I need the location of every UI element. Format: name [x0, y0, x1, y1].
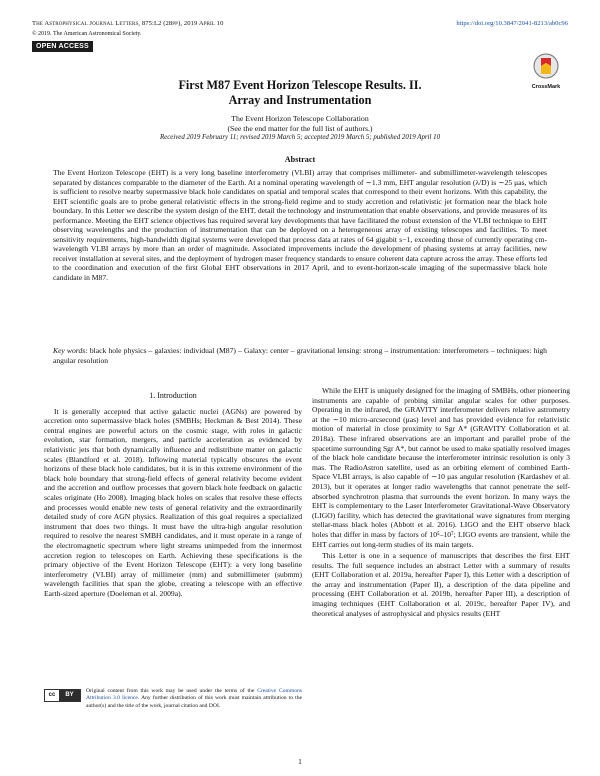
abstract-text: The Event Horizon Telescope (EHT) is a very long baseline interferometry (VLBI) array that comprises millimeter- and submillimeter-wavelength telescopes separated by distances comparable to the diameter of the Earth. At a nominal operating wavelength of ∼1.3 mm, EHT angular resolution (λ/D) is ∼25 μas, which is sufficient to resolve nearby supermassive black hole candidates on spatial and temporal scales that correspond to their event horizons. With this capability, the EHT scientific goals are to probe general relativistic effects in the strong-field regime and to study accretion and relativistic jet formation near the black hole boundary. In this Letter we describe the system design of the EHT, detail the technology and instrumentation that enable observations, and provide measures of its performance. Meeting the EHT science objectives has required several key developments that have facilitated the robust extension of the VLBI technique to EHT observing wavelengths and the production of instrumentation that can be deployed on a heterogeneous array of existing telescopes and facilities. To meet sensitivity requirements, high-bandwidth digital systems were developed that process data at rates of 64 gigabit s−1, exceeding those of currently operating cm-wavelength VLBI arrays by more than an order of magnitude. Associated improvements include the development of phasing systems at array facilities, new receiver installation at several sites, and the deployment of hydrogen maser frequency standards to ensure coherent data capture across the array. These efforts led to the coordination and execution of the first Global EHT observations in 2017 April, and to event-horizon-scale imaging of the supermassive black hole candidate in M87.	[53, 168, 547, 283]
keywords-label: Key words:	[53, 346, 88, 355]
cc-by-license-icon	[44, 689, 81, 702]
intro-paragraph-1: It is generally accepted that active galactic nuclei (AGNs) are powered by accretion onto supermassive black holes (SMBHs; Heckman & Best 2014). These central engines are powerful actors on the cosmic stage, with roles in galactic evolution, star formation, mergers, and particle acceleration as evidenced by relativistic jets that both dynamically influence and redistribute matter on galactic scales (Blandford et al. 2018). Inflowing material typically obscures the event horizons of these black hole candidates, but it is in this extreme environment of the black hole boundary that strong-field effects of general relativity become evident and the accretion and outflow processes that govern black hole feedback on galactic scales originate (Ho 2008). Imaging black holes on scales that resolve these effects and processes would enable new tests of general relativity and the extraordinarily detailed study of core AGN physics. Realization of this goal requires a specialized instrument that does two things. It must have the ultra-high angular resolution required to resolve the nearest SMBH candidates, and it must operate in a range of the electromagnetic spectrum where light streams unimpeded from the innermost accretion region to telescopes on Earth. Achieving these specifications is the primary objective of the Event Horizon Telescope (EHT): a very long baseline interferometry (VLBI) array of millimeter (mm) and submillimeter (submm) wavelength facilities that span the globe, creating a telescope with an effective Earth-sized aperture (Doeleman et al. 2009a).	[44, 406, 302, 598]
journal-citation: The Astrophysical Journal Letters, 875:L2 (28pp), 2019 April 10	[32, 20, 224, 27]
cc-badge-right: BY	[59, 690, 80, 701]
page-number: 1	[298, 757, 302, 766]
author-note: (See the end matter for the full list of authors.)	[227, 124, 373, 133]
title-line-2: Array and Instrumentation	[228, 93, 372, 107]
open-access-badge: OPEN ACCESS	[32, 41, 93, 52]
license-notice	[44, 688, 302, 710]
crossmark-caption: CrossMark	[531, 84, 561, 90]
left-column	[44, 386, 302, 598]
intro-paragraph-3: This Letter is one in a sequence of manuscripts that describes the first EHT results. The full sequence includes an abstract Letter with a summary of results (EHT Collaboration et al. 2019a, hereafter Paper I), this Letter with a description of the array and instrumentation (Paper II), a description of the data pipeline and processing (EHT Collaboration et al. 2019b, hereafter Paper III), a description of imaging techniques (EHT Collaboration et al. 2019c, hereafter Paper IV), and theoretical analyses of astrophysical and physics results (EHT	[312, 551, 570, 618]
doi-link[interactable]: https://doi.org/10.3847/2041-8213/ab0c96	[456, 20, 568, 27]
crossmark-icon	[533, 53, 559, 79]
running-header	[32, 20, 568, 27]
license-link[interactable]: Creative Commons Attribution 3.0 licence	[86, 688, 302, 702]
crossmark-button[interactable]	[525, 53, 567, 90]
license-text-start: Original content from this work may be used under the terms of the	[86, 688, 258, 694]
right-column	[312, 386, 570, 618]
author-line: The Event Horizon Telescope Collaboration	[231, 114, 369, 123]
cc-badge-left: cc	[45, 690, 59, 701]
publication-dates: Received 2019 February 11; revised 2019 March 5; accepted 2019 March 5; published 2019 April 10	[159, 134, 441, 141]
intro-paragraph-2: While the EHT is uniquely designed for the imaging of SMBHs, other pioneering instruments are capable of probing similar angular scales for other purposes. Operating in the infrared, the GRAVITY interferometer delivers relative astrometry at the ∼10 micro-arcsecond (μas) level and has provided evidence for relativistic motion of material in close proximity to Sgr A* (GRAVITY Collaboration et al. 2018a). These infrared observations are an important and parallel probe of the spacetime surrounding Sgr A*, but cannot be used to make spatially resolved images of the black hole candidate because the interferometer intrinsic resolution is only 3 mas. The RadioAstron satellite, used as an orbiting element of combined Earth-Space VLBI arrays, is also capable of ∼10 μas angular resolution (Kardashev et al. 2013), but it operates at longer radio wavelengths that cannot penetrate the self-absorbed synchrotron plasma that surrounds the event horizon. In many ways the EHT is complementary to the Laser Interferometer Gravitational-Wave Observatory (LIGO) facility, which has detected the gravitational wave signatures from merging stellar-mass black holes (Abbott et al. 2016). LIGO and the EHT observe black holes that differ in mass by factors of 10⁵–10⁷; LIGO events are transient, while the EHT carries out long-term studies of its main targets.	[312, 386, 570, 549]
title-line-1: First M87 Event Horizon Telescope Results. II.	[178, 78, 422, 92]
paper-title	[100, 78, 500, 108]
copyright-notice: © 2019. The American Astronomical Society.	[32, 31, 142, 37]
keywords	[53, 346, 547, 365]
section-heading-introduction: 1. Introduction	[149, 391, 197, 400]
abstract-heading: Abstract	[284, 155, 316, 164]
keywords-list: black hole physics – galaxies: individual (M87) – Galaxy: center – gravitational lensing: strong – instrumentation: interferometers – techniques: high angular resolution	[53, 346, 547, 365]
license-text-end: . Any further distribution of this work must maintain attribution to the author(s) and the title of the work, journal citation and DOI.	[86, 695, 302, 709]
